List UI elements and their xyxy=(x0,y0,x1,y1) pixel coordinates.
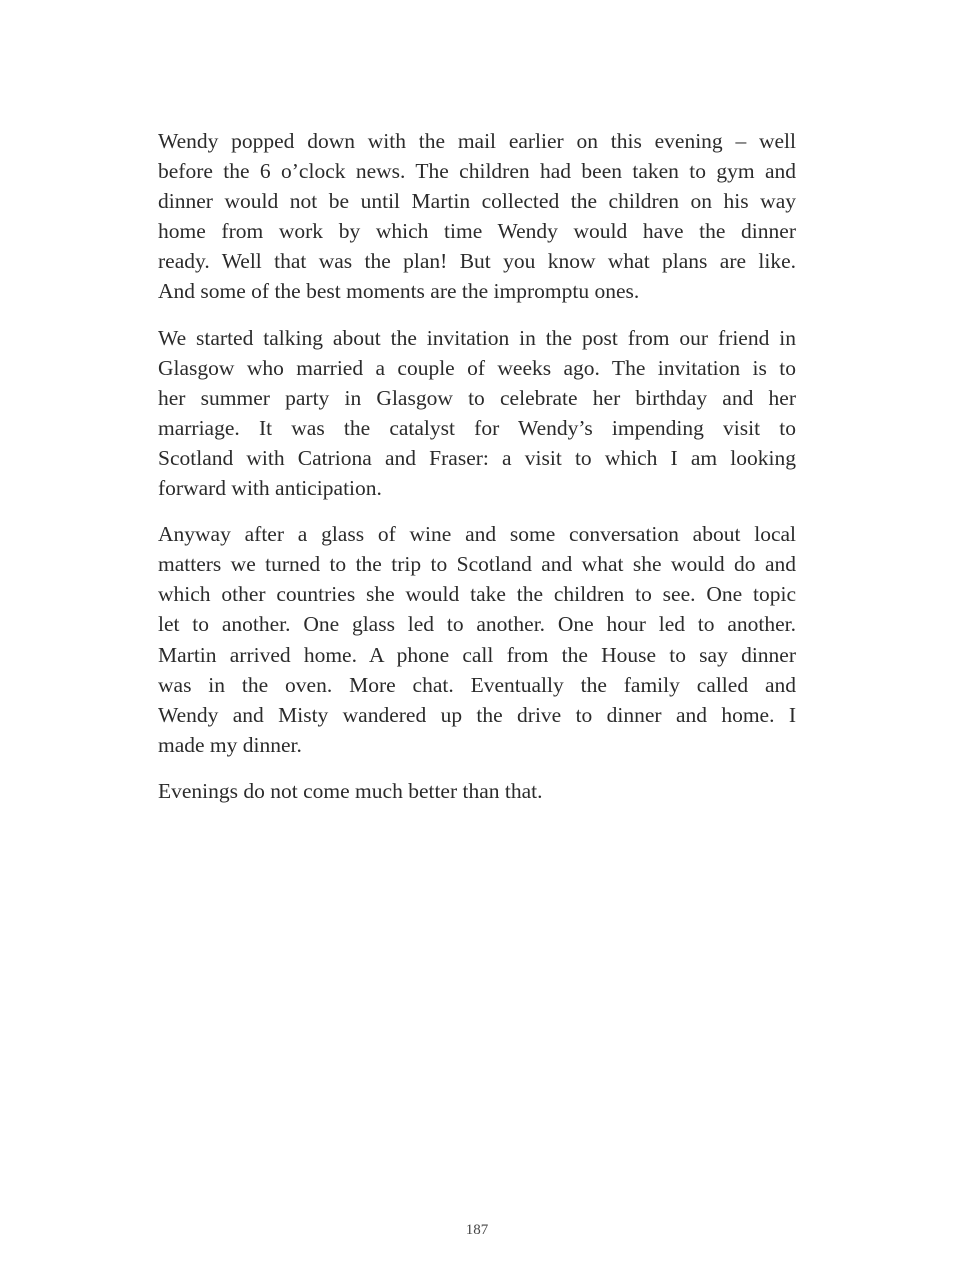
text-line: Glasgow who married a couple of weeks ago. The invitation is to xyxy=(158,355,796,380)
paragraph-4 xyxy=(158,776,796,806)
text-line: marriage. It was the catalyst for Wendy’s impending visit to xyxy=(158,415,796,440)
text-line: Evenings do not come much better than that. xyxy=(158,778,543,803)
text-line: And some of the best moments are the impromptu ones. xyxy=(158,279,640,304)
text-line: home from work by which time Wendy would have the dinner xyxy=(158,219,796,244)
text-line: forward with anticipation. xyxy=(158,476,382,501)
text-line: Scotland with Catriona and Fraser: a visit to which I am looking xyxy=(158,445,796,470)
text-line: was in the oven. More chat. Eventually the family called and xyxy=(158,672,796,697)
paragraph-3 xyxy=(158,519,796,760)
body-text xyxy=(158,126,796,822)
text-line: matters we turned to the trip to Scotland and what she would do and xyxy=(158,552,796,577)
text-line: ready. Well that was the plan! But you know what plans are like. xyxy=(158,249,796,274)
text-line: Anyway after a glass of wine and some conversation about local xyxy=(158,522,796,547)
text-line: before the 6 o’clock news. The children had been taken to gym and xyxy=(158,159,796,184)
text-line: Martin arrived home. A phone call from the House to say dinner xyxy=(158,642,796,667)
text-line: We started talking about the invitation in the post from our friend in xyxy=(158,325,796,350)
text-line: let to another. One glass led to another. One hour led to another. xyxy=(158,612,796,637)
text-line: Wendy popped down with the mail earlier on this evening – well xyxy=(158,129,796,153)
paragraph-1 xyxy=(158,126,796,307)
text-line: which other countries she would take the children to see. One topic xyxy=(158,582,796,607)
text-line: Wendy and Misty wandered up the drive to dinner and home. I xyxy=(158,702,796,727)
text-line: dinner would not be until Martin collected the children on his way xyxy=(158,189,796,214)
text-line: made my dinner. xyxy=(158,732,302,757)
page-number: 187 xyxy=(465,1222,489,1238)
paragraph-2 xyxy=(158,323,796,504)
text-line: her summer party in Glasgow to celebrate her birthday and her xyxy=(158,385,796,410)
